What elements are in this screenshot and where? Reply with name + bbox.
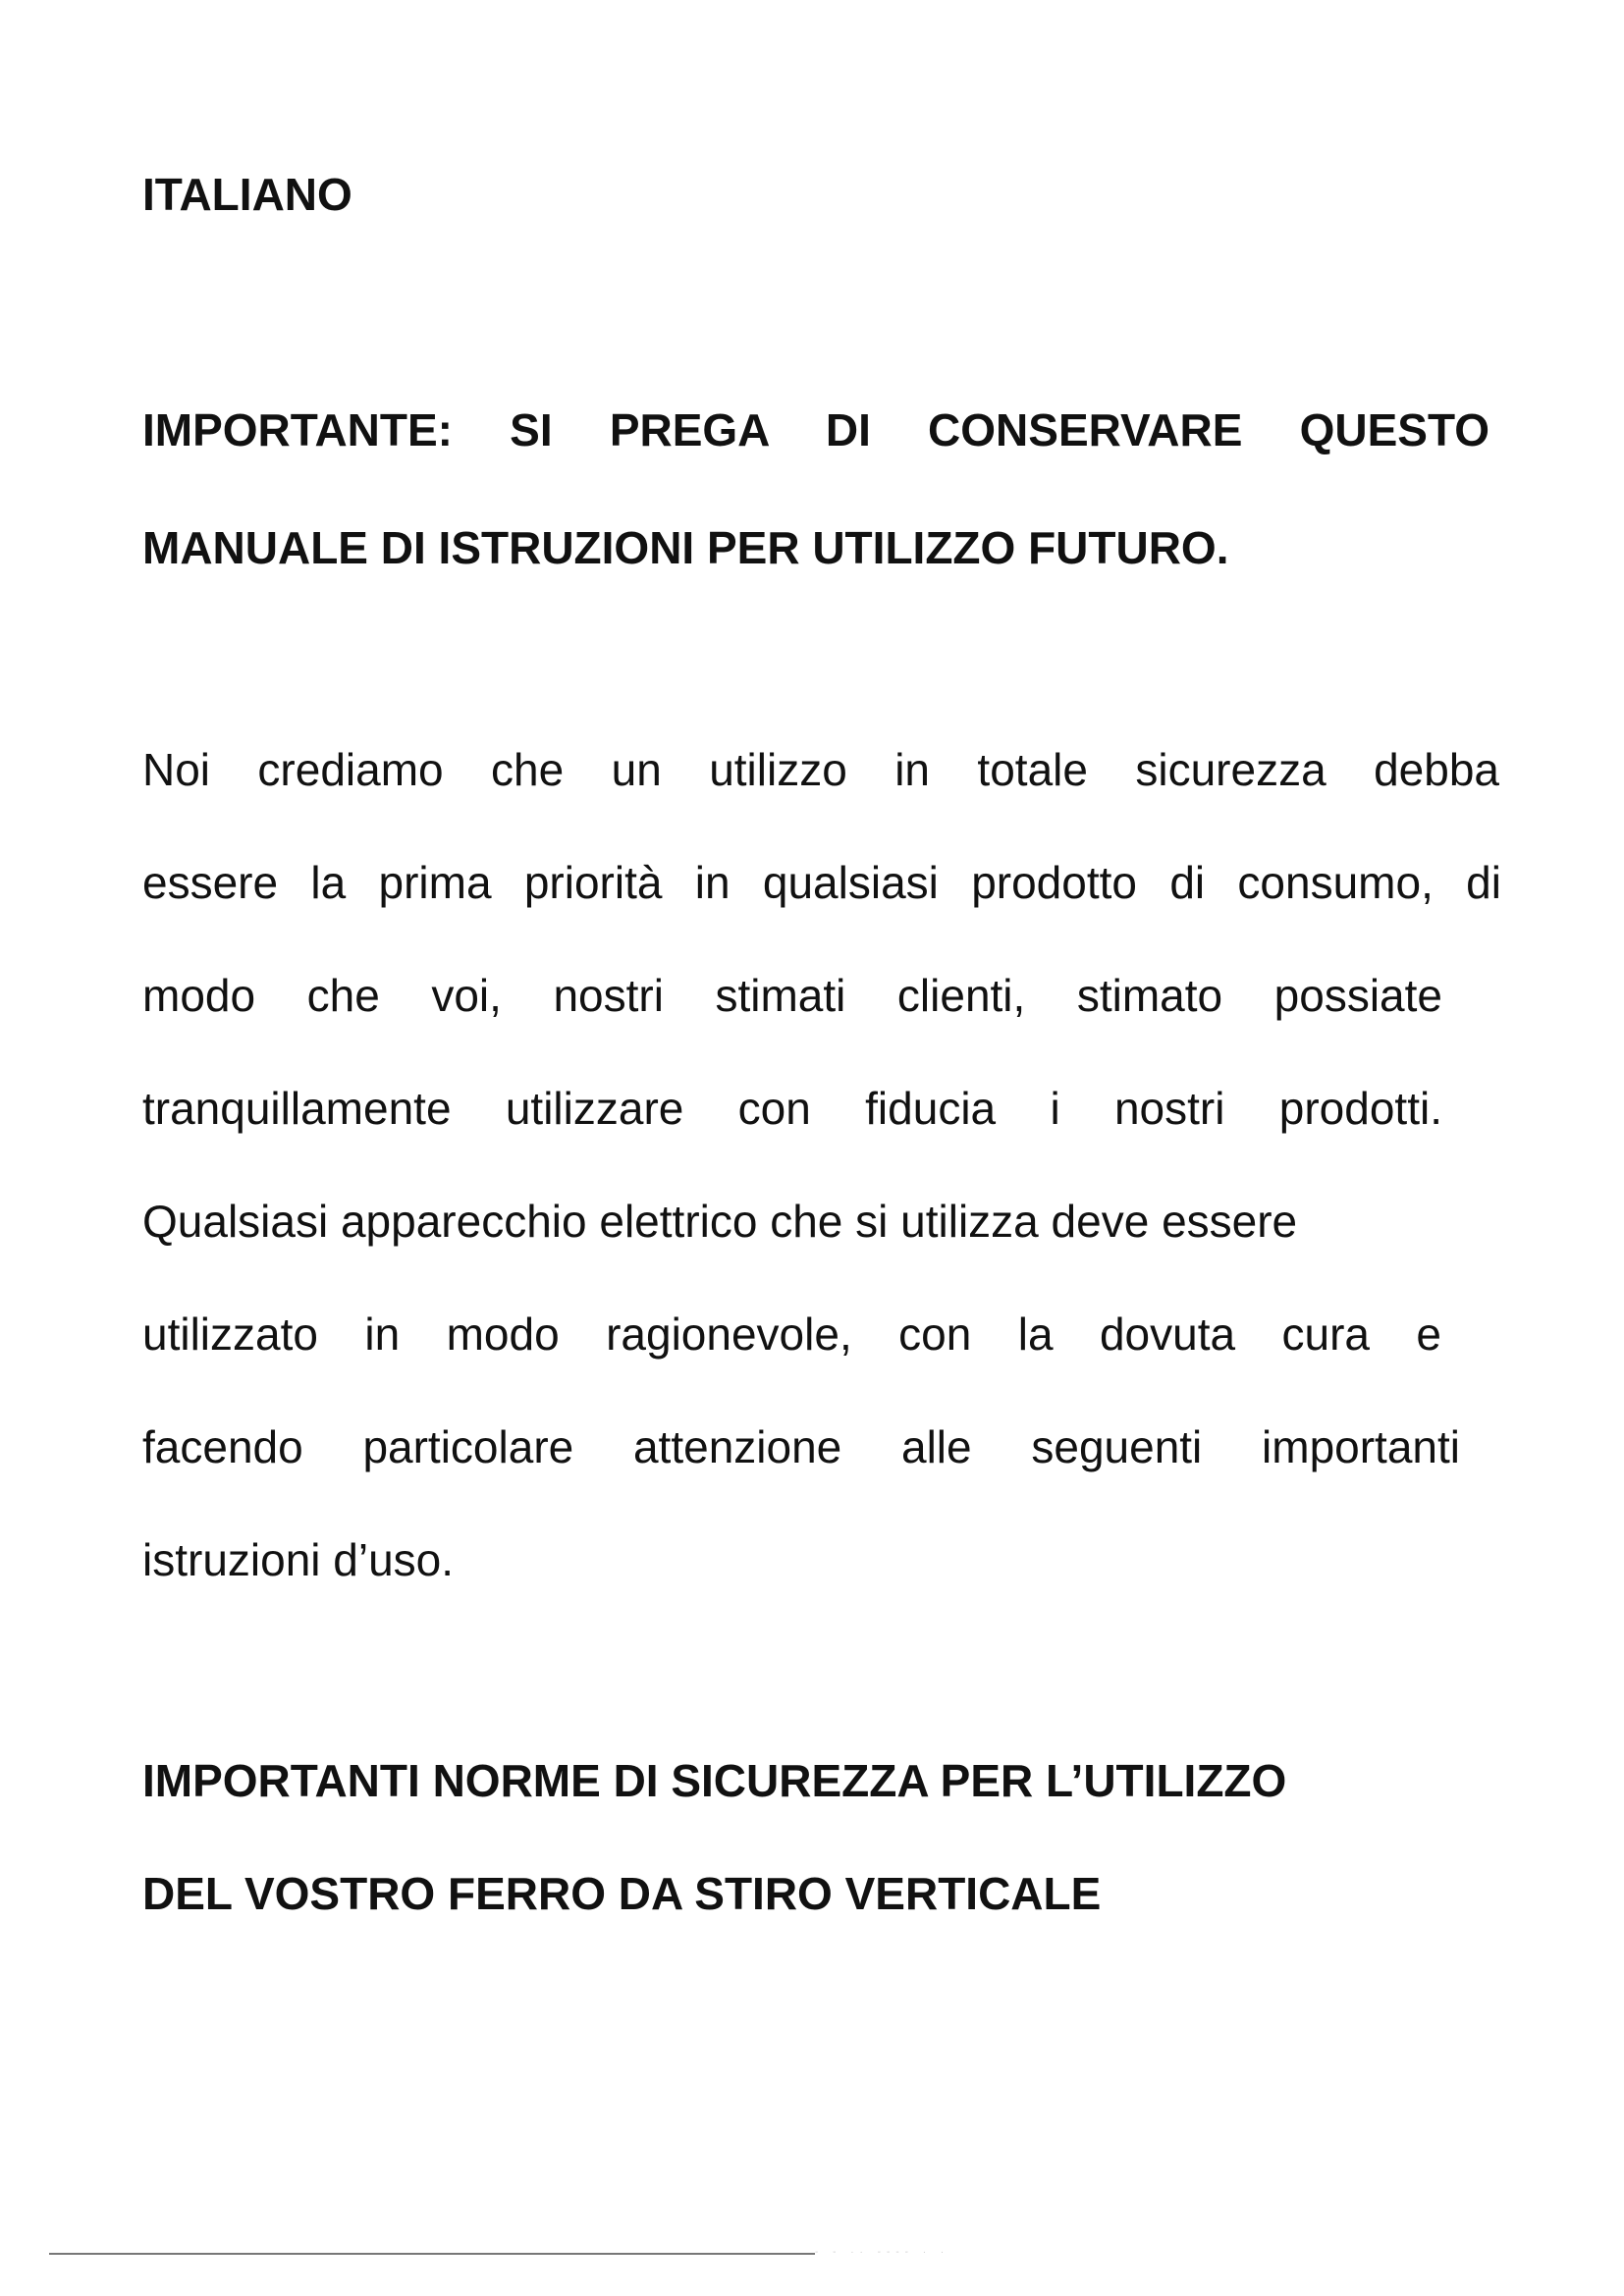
important-notice-line-1: IMPORTANTE: SI PREGA DI CONSERVARE QUESTO <box>142 404 1489 455</box>
intro-paragraph-line-8: istruzioni d’uso. <box>142 1534 455 1585</box>
intro-paragraph-line-6: utilizzato in modo ragionevole, con la dovuta cura e <box>142 1308 1441 1360</box>
language-heading: ITALIANO <box>142 169 352 220</box>
intro-paragraph-line-3: modo che voi, nostri stimati clienti, stimato possiate <box>142 970 1442 1021</box>
safety-heading-line-1: IMPORTANTI NORME DI SICUREZZA PER L’UTILIZZO <box>142 1755 1287 1806</box>
intro-paragraph-line-2: essere la prima priorità in qualsiasi prodotto di consumo, di <box>142 857 1501 908</box>
footer-marks: - - ·· ---- · · <box>815 2247 950 2258</box>
intro-paragraph-line-4: tranquillamente utilizzare con fiducia i nostri prodotti. <box>142 1083 1442 1134</box>
intro-paragraph-line-5: Qualsiasi apparecchio elettrico che si utilizza deve essere <box>142 1196 1298 1247</box>
intro-paragraph-line-7: facendo particolare attenzione alle seguenti importanti <box>142 1421 1460 1472</box>
important-notice-line-2: MANUALE DI ISTRUZIONI PER UTILIZZO FUTURO. <box>142 522 1229 573</box>
footer-rule <box>49 2253 815 2255</box>
intro-paragraph-line-1: Noi crediamo che un utilizzo in totale sicurezza debba <box>142 744 1499 795</box>
safety-heading-line-2: DEL VOSTRO FERRO DA STIRO VERTICALE <box>142 1868 1102 1919</box>
